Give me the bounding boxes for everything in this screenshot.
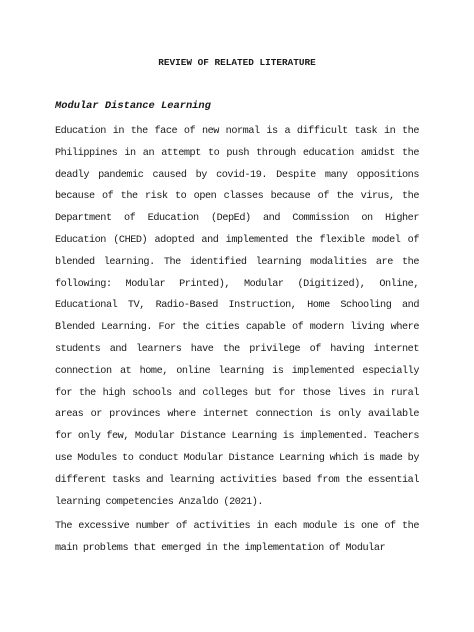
body-paragraph-2: The excessive number of activities in each module is one of the main problems that emerged in the implementation of Modular [55,521,419,554]
body-paragraph-1: Education in the face of new normal is a difficult task in the Philippines in an attempt to push through education amidst the deadly pandemic caused by covid-19. Despite many oppositions because of the risk to open classes because of the virus, the Department of Education (DepEd) and Commission on Higher Education (CHED) adopted and implemented the flexible model of blended learning. The identified learning modalities are the following: Modular Printed), Modular (Digitized), Online, Educational TV, Radio-Based Instruction, Home Schooling and Blended Learning. For the cities capable of modern living where students and learners have the privilege of having internet connection at home, online learning is implemented especially for the high schools and colleges but for those lives in rural areas or provinces where internet connection is only available for only few, Modular Distance Learning is implemented. Teachers use Modules to conduct Modular Distance Learning which is made by different tasks and learning activities based from the essential learning competencies Anzaldo (2021). [55,126,419,508]
section-heading: Modular Distance Learning [55,100,211,112]
document-title: REVIEW OF RELATED LITERATURE [158,57,316,68]
